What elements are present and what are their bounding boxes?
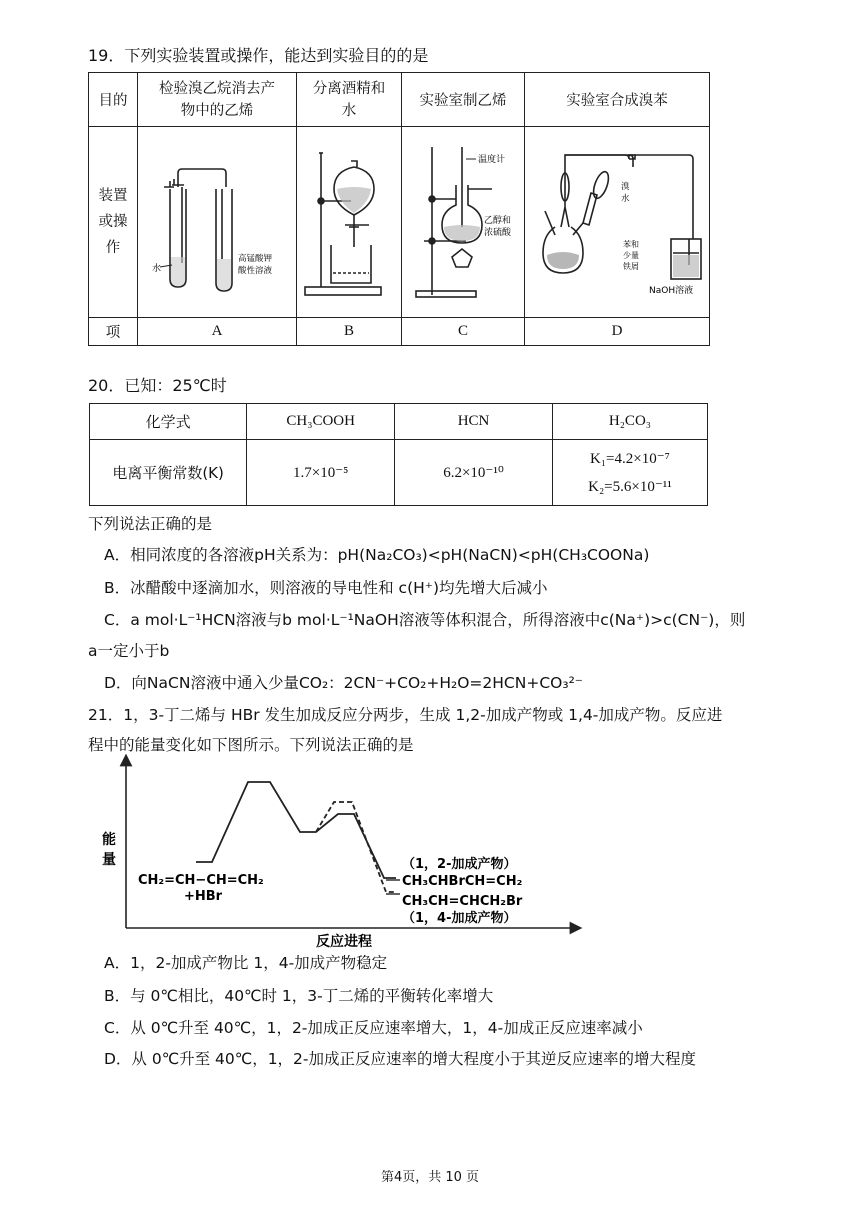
q19-item-head: 项 [89, 318, 138, 346]
label-d-benzene-3: 铁屑 [623, 262, 639, 271]
q20-option-d: D．向NaCN溶液中通入少量CO₂：2CN⁻+CO₂+H₂O=2HCN+CO₃²⁻ [104, 674, 583, 692]
product14-label: （1，4-加成产物） [402, 911, 517, 926]
q20-header-label: 化学式 [90, 404, 247, 440]
label-c-reagent-1: 乙醇和 [484, 216, 512, 226]
reactant-hbr: +HBr [184, 889, 223, 904]
q20-row-label: 电离平衡常数(K) [90, 440, 247, 506]
q20-k-hcn: 6.2×10⁻¹⁰ [395, 440, 553, 506]
q20-header-ch3cooh: CH₃COOH [247, 404, 395, 440]
q20-table [89, 403, 708, 506]
q20-option-a: A．相同浓度的各溶液pH关系为：pH(Na₂CO₃)<pH(NaCN)<pH(CH₃COONa) [104, 546, 650, 564]
q19-letter-a: A [138, 318, 297, 346]
energy-curve-12 [196, 782, 396, 878]
energy-diagram [96, 752, 586, 952]
label-a-water: 水 [152, 264, 162, 274]
q21-option-d: D．从 0℃升至 40℃，1，2-加成正反应速率的增大程度小于其逆反应速率的增大程度 [104, 1050, 697, 1068]
q20-prompt: 下列说法正确的是 [88, 515, 213, 533]
label-d-benzene-1: 苯和 [623, 240, 639, 249]
q19-purpose-a: 检验溴乙烷消去产 物中的乙烯 [138, 73, 297, 127]
apparatus-c [402, 127, 525, 318]
apparatus-d [525, 127, 710, 318]
q21-stem-line1: 21．1，3-丁二烯与 HBr 发生加成反应分两步，生成 1,2-加成产物或 1,4-加成产物。反应进 [88, 706, 723, 724]
label-a-reagent-1: 高锰酸钾 [238, 254, 273, 264]
apparatus-a-drawing [138, 127, 296, 313]
q19-apparatus-head: 装置 或操 作 [89, 127, 138, 318]
label-d-naoh: NaOH溶液 [649, 286, 694, 296]
label-d-bromine-1: 溴 [621, 182, 630, 192]
label-d-benzene-2: 少量 [623, 251, 639, 260]
q19-letter-c: C [402, 318, 525, 346]
q20-option-b: B．冰醋酸中逐滴加水，则溶液的导电性和 c(H⁺)均先增大后减小 [104, 579, 548, 597]
q20-k2: K₂=5.6×10⁻¹¹ [588, 478, 672, 495]
q20-option-c-line2: a一定小于b [88, 642, 170, 660]
q20-stem: 20．已知：25℃时 [88, 376, 227, 395]
label-d-bromine-2: 水 [621, 194, 630, 204]
apparatus-b-drawing [297, 127, 401, 313]
product14: CH₃CH=CHCH₂Br [402, 894, 523, 909]
q21-option-a: A．1，2-加成产物比 1，4-加成产物稳定 [104, 954, 388, 972]
q20-k1: K₁=4.2×10⁻⁷ [590, 450, 670, 467]
product12: CH₃CHBrCH=CH₂ [402, 874, 523, 889]
page-footer: 第4页，共 10 页 [380, 1170, 480, 1185]
q21-option-b: B．与 0℃相比，40℃时 1，3-丁二烯的平衡转化率增大 [104, 987, 494, 1005]
q21-option-c: C．从 0℃升至 40℃，1，2-加成正反应速率增大，1，4-加成正反应速率减小 [104, 1019, 643, 1037]
q19-purpose-c: 实验室制乙烯 [402, 73, 525, 127]
apparatus-a [138, 127, 297, 318]
apparatus-c-drawing [402, 127, 524, 313]
q19-purpose-head: 目的 [89, 73, 138, 127]
q19-stem: 19．下列实验装置或操作，能达到实验目的的是 [88, 46, 429, 65]
q19-purpose-b: 分离酒精和 水 [297, 73, 402, 127]
product12-label: （1，2-加成产物） [402, 857, 517, 872]
q20-header-hcn: HCN [395, 404, 553, 440]
q19-letter-d: D [525, 318, 710, 346]
q20-k-ch3cooh: 1.7×10⁻⁵ [247, 440, 395, 506]
y-label-2: 量 [102, 852, 116, 868]
q19-table [88, 72, 710, 346]
q20-k-h2co3 [552, 440, 707, 506]
x-label: 反应进程 [316, 934, 372, 950]
q19-letter-b: B [297, 318, 402, 346]
reactant-label: CH₂=CH−CH=CH₂ [138, 873, 264, 888]
y-label-1: 能 [102, 832, 116, 848]
label-c-thermo: 温度计 [478, 155, 506, 165]
q20-option-c-line1: C．a mol·L⁻¹HCN溶液与b mol·L⁻¹NaOH溶液等体积混合，所得溶液中c(Na⁺)>c(CN⁻)，则 [104, 611, 746, 629]
label-a-reagent-2: 酸性溶液 [238, 266, 273, 276]
label-c-reagent-2: 浓硫酸 [484, 228, 512, 238]
q21-stem-line2: 程中的能量变化如下图所示。下列说法正确的是 [88, 736, 414, 754]
apparatus-d-drawing [525, 127, 709, 313]
q19-purpose-d: 实验室合成溴苯 [525, 73, 710, 127]
apparatus-b [297, 127, 402, 318]
q20-header-h2co3: H₂CO₃ [552, 404, 707, 440]
